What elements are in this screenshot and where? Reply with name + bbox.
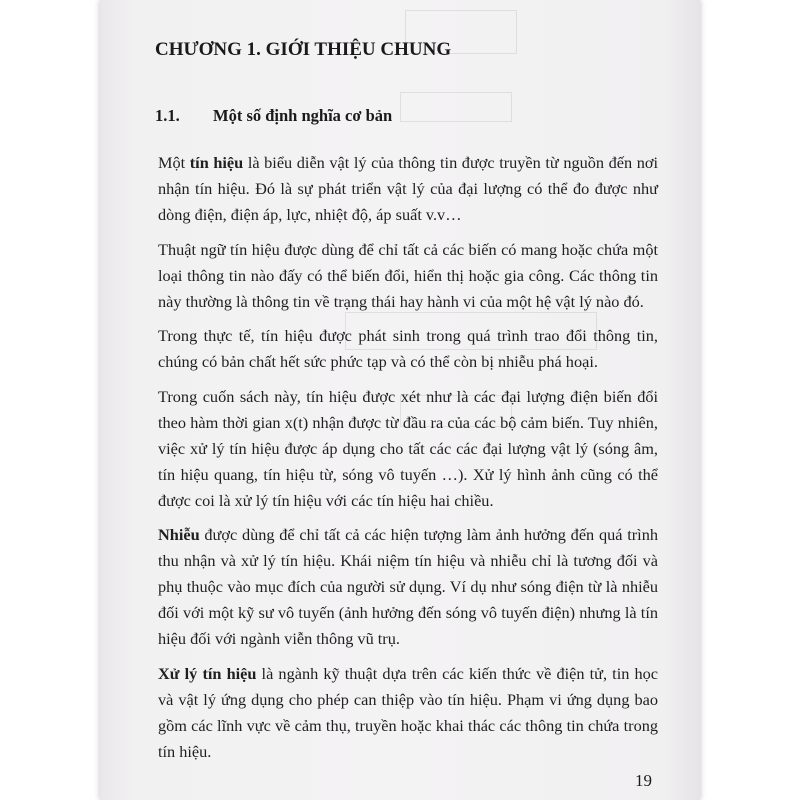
body-text (158, 150, 658, 773)
term-signal-processing: Xử lý tín hiệu (158, 663, 257, 683)
paragraph: Trong cuốn sách này, tín hiệu được xét như là các đại lượng điện biến đổi theo hàm thời gian x(t) nhận được từ đầu ra của các bộ cảm biến. Tuy nhiên, việc xử lý tín hiệu được áp dụng cho tất các các đại lượng vật lý (sóng âm, tín hiệu quang, tín hiệu từ, sóng vô tuyến …). Xử lý hình ảnh cũng có thể được coi là xử lý tín hiệu với các tín hiệu hai chiều. (158, 386, 658, 510)
paragraph: Trong thực tế, tín hiệu được phát sinh trong quá trình trao đổi thông tin, chúng có bản chất hết sức phức tạp và có thể còn bị nhiễu phá hoại. (158, 326, 658, 371)
paragraph: Một tín hiệu là biểu diễn vật lý của thông tin được truyền từ nguồn đến nơi nhận tín hiệu. Đó là sự phát triển vật lý của đại lượng có thể đo được như dòng điện, điện áp, lực, nhiệt độ, áp suất v.v… (158, 153, 659, 224)
paragraph: Xử lý tín hiệu là ngành kỹ thuật dựa trên các kiến thức về điện tử, tin học và vật lý ứng dụng cho phép can thiệp vào tín hiệu. Phạm vi ứng dụng bao gồm các lĩnh vực về cảm thụ, truyền hoặc khai thác các thông tin chứa trong tín hiệu. (158, 663, 658, 761)
term-noise: Nhiễu (158, 525, 200, 544)
show-through-box (400, 92, 512, 122)
term-signal: tín hiệu (189, 153, 244, 172)
chapter-title: CHƯƠNG 1. GIỚI THIỆU CHUNG (155, 38, 452, 60)
section-heading (155, 106, 392, 126)
paragraph: Nhiễu được dùng để chỉ tất cả các hiện tượng làm ảnh hưởng đến quá trình thu nhận và xử lý tín hiệu. Khái niệm tín hiệu và nhiễu chỉ là tương đối và phụ thuộc vào mục đích của người sử dụng. Ví dụ như sóng điện từ là nhiễu đối với một kỹ sư vô tuyến (ảnh hưởng đến sóng vô tuyến điện) nhưng là tín hiệu đối với ngành viễn thông vũ trụ. (158, 525, 658, 648)
section-title: Một số định nghĩa cơ bản (213, 106, 393, 125)
book-page (100, 0, 700, 800)
page-number: 19 (635, 771, 652, 790)
section-number: 1.1. (155, 106, 180, 125)
paragraph: Thuật ngữ tín hiệu được dùng để chỉ tất cả các biến có mang hoặc chứa một loại thông tin nào đấy có thể biến đổi, hiển thị hoặc gia công. Các thông tin này thường là thông tin về trạng thái hay hành vi của một hệ vật lý nào đó. (158, 239, 658, 311)
